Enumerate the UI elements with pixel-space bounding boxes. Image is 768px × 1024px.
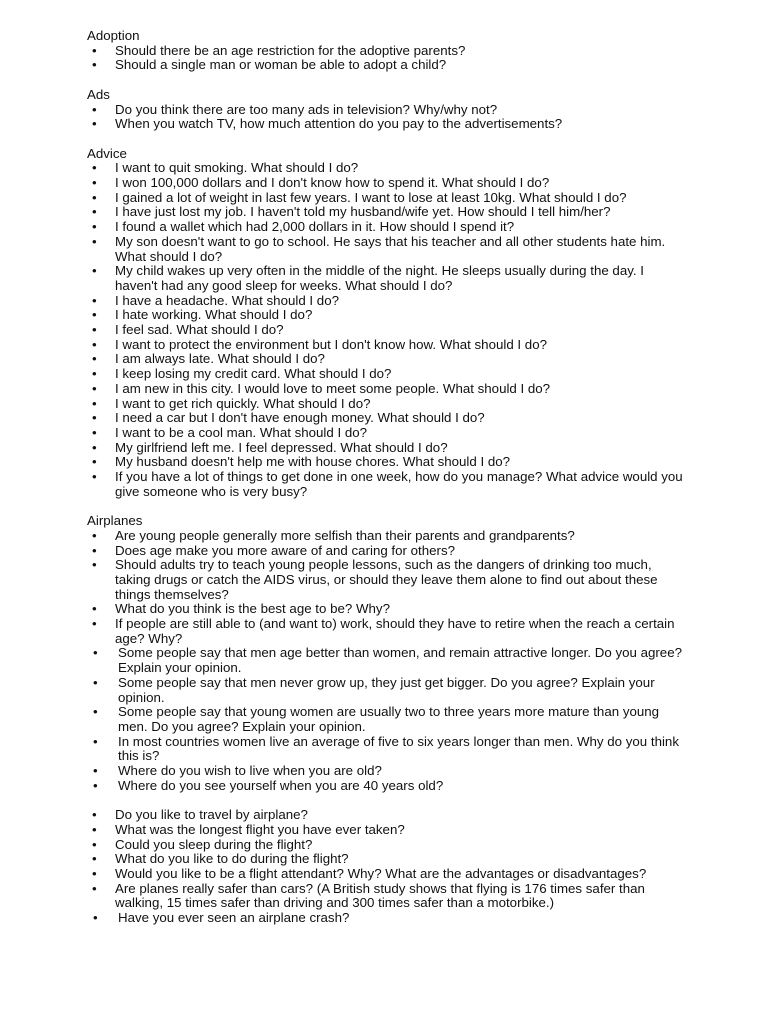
list-item: • Should adults try to teach young people lessons, such as the dangers of drinking too much, taking drugs or catch the AIDS virus, or should they leave them alone to find out about these things themselves? bbox=[87, 558, 687, 602]
list-item: • Are planes really safer than cars? (A British study shows that flying is 176 times safer than walking, 15 times safer than driving and 300 times safer than a motorbike.) bbox=[87, 882, 687, 911]
list-item: • In most countries women live an average of five to six years longer than men. Why do you think this is? bbox=[87, 735, 687, 764]
list-item: • Should a single man or woman be able to adopt a child? bbox=[87, 58, 687, 73]
section-heading: Airplanes bbox=[87, 513, 143, 529]
list-item: • If people are still able to (and want to) work, should they have to retire when the reach a certain age? Why? bbox=[87, 617, 687, 646]
list-item: • Where do you wish to live when you are old? bbox=[87, 764, 687, 779]
list-item: • My son doesn't want to go to school. He says that his teacher and all other students hate him. What should I do? bbox=[87, 235, 687, 264]
section-untitled-4 bbox=[87, 808, 687, 926]
list-item: • If you have a lot of things to get done in one week, how do you manage? What advice would you give someone who is very busy? bbox=[87, 470, 687, 499]
list-item: • I feel sad. What should I do? bbox=[87, 323, 687, 338]
bullet-list bbox=[87, 529, 687, 794]
list-item: • I want to quit smoking. What should I do? bbox=[87, 161, 687, 176]
list-item: • Should there be an age restriction for the adoptive parents? bbox=[87, 44, 687, 59]
list-item: • What do you like to do during the flight? bbox=[87, 852, 687, 867]
list-item: • Some people say that young women are usually two to three years more mature than young men. Do you agree? Explain your opinion. bbox=[87, 705, 687, 734]
list-item: • Does age make you more aware of and caring for others? bbox=[87, 544, 687, 559]
list-item: • Could you sleep during the flight? bbox=[87, 838, 687, 853]
section-heading: Advice bbox=[87, 145, 127, 161]
list-item: • I hate working. What should I do? bbox=[87, 308, 687, 323]
list-item: • I won 100,000 dollars and I don't know how to spend it. What should I do? bbox=[87, 176, 687, 191]
bullet-list bbox=[87, 44, 687, 73]
list-item: • I want to get rich quickly. What should I do? bbox=[87, 397, 687, 412]
bullet-list bbox=[87, 103, 687, 132]
section-airplanes bbox=[87, 514, 687, 793]
bullet-list bbox=[87, 161, 687, 499]
list-item: • I want to protect the environment but I don't know how. What should I do? bbox=[87, 338, 687, 353]
list-item: • Some people say that men never grow up, they just get bigger. Do you agree? Explain your opinion. bbox=[87, 676, 687, 705]
section-ads bbox=[87, 88, 687, 132]
list-item: • My child wakes up very often in the middle of the night. He sleeps usually during the day. I haven't had any good sleep for weeks. What should I do? bbox=[87, 264, 687, 293]
list-item: • What do you think is the best age to be? Why? bbox=[87, 602, 687, 617]
list-item: • I want to be a cool man. What should I do? bbox=[87, 426, 687, 441]
section-adoption bbox=[87, 29, 687, 73]
list-item: • I am new in this city. I would love to meet some people. What should I do? bbox=[87, 382, 687, 397]
section-heading: Ads bbox=[87, 86, 110, 102]
list-item: • I gained a lot of weight in last few years. I want to lose at least 10kg. What should I do? bbox=[87, 191, 687, 206]
list-item: • My husband doesn't help me with house chores. What should I do? bbox=[87, 455, 687, 470]
list-item: • Do you like to travel by airplane? bbox=[87, 808, 687, 823]
document-page bbox=[87, 29, 687, 941]
list-item: • I am always late. What should I do? bbox=[87, 352, 687, 367]
list-item: • My girlfriend left me. I feel depressed. What should I do? bbox=[87, 441, 687, 456]
list-item: • Would you like to be a flight attendant? Why? What are the advantages or disadvantages? bbox=[87, 867, 687, 882]
list-item: • I have just lost my job. I haven't told my husband/wife yet. How should I tell him/her? bbox=[87, 205, 687, 220]
list-item: • I have a headache. What should I do? bbox=[87, 294, 687, 309]
list-item: • Have you ever seen an airplane crash? bbox=[87, 911, 687, 926]
bullet-list bbox=[87, 808, 687, 926]
list-item: • I keep losing my credit card. What should I do? bbox=[87, 367, 687, 382]
list-item: • What was the longest flight you have ever taken? bbox=[87, 823, 687, 838]
list-item: • I found a wallet which had 2,000 dollars in it. How should I spend it? bbox=[87, 220, 687, 235]
section-heading: Adoption bbox=[87, 28, 140, 43]
section-advice bbox=[87, 147, 687, 500]
list-item: • Some people say that men age better than women, and remain attractive longer. Do you agree? Explain your opinion. bbox=[87, 646, 687, 675]
list-item: • Do you think there are too many ads in television? Why/why not? bbox=[87, 103, 687, 118]
list-item: • When you watch TV, how much attention do you pay to the advertisements? bbox=[87, 117, 687, 132]
list-item: • Are young people generally more selfish than their parents and grandparents? bbox=[87, 529, 687, 544]
list-item: • I need a car but I don't have enough money. What should I do? bbox=[87, 411, 687, 426]
list-item: • Where do you see yourself when you are 40 years old? bbox=[87, 779, 687, 794]
